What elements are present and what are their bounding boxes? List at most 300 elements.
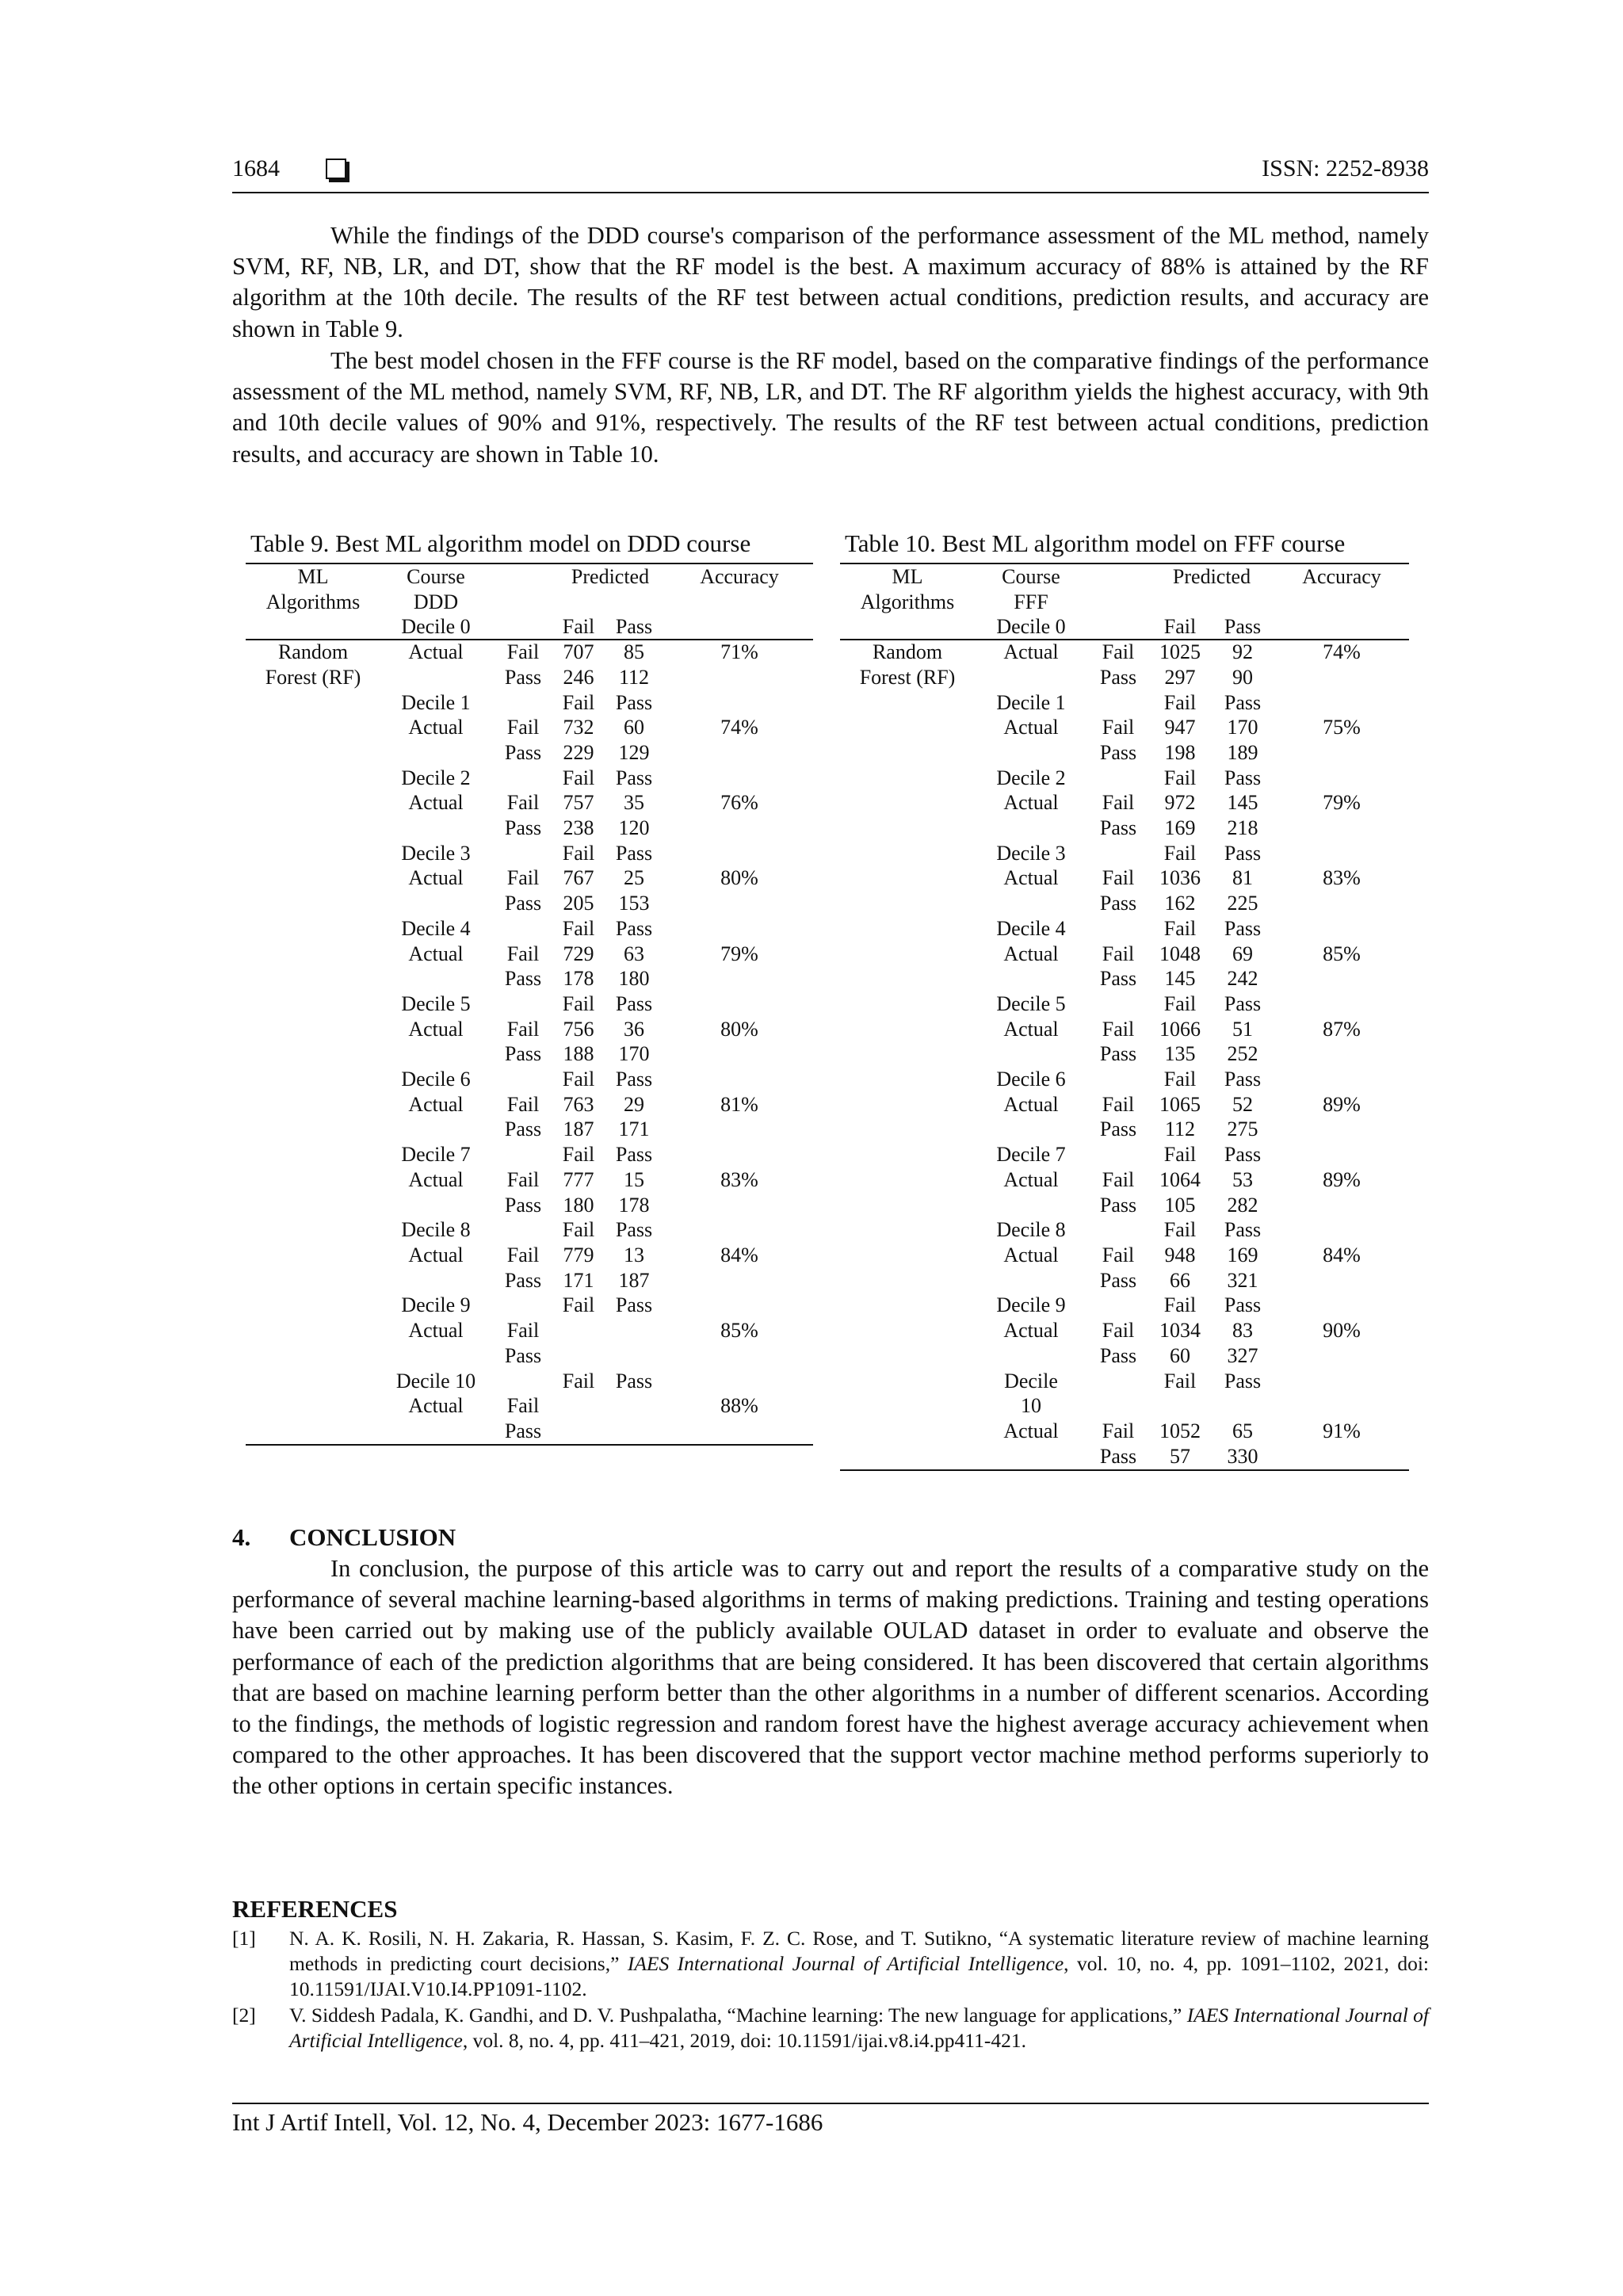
table-row (840, 1293, 1409, 1318)
table-cell: Pass (504, 1343, 542, 1367)
table-cell: Actual (408, 1017, 464, 1041)
table-cell: 180 (618, 967, 650, 991)
table-cell: Actual (1003, 1167, 1059, 1191)
table-cell: Fail (1102, 1243, 1135, 1266)
table-cell (1087, 1142, 1149, 1167)
table-cell: Pass (504, 1419, 542, 1442)
table-cell: 198 (1164, 740, 1196, 764)
table-cell: Decile 4 (996, 916, 1066, 940)
table-cell (840, 891, 975, 916)
table-cell (380, 966, 491, 991)
table-cell (246, 1318, 380, 1343)
reference-journal: IAES International Journal of Artificial Intelligence (289, 2004, 1429, 2052)
table-cell: Fail (562, 766, 595, 789)
table-cell (1274, 916, 1409, 942)
table-cell (1274, 816, 1409, 841)
table-cell: Forest (RF) (265, 665, 361, 689)
table-cell: 282 (1227, 1193, 1258, 1217)
table-cell: Fail (1102, 640, 1135, 664)
table-cell: Decile 0 (996, 615, 1066, 639)
table-cell (380, 1419, 491, 1444)
table-cell: ML (297, 565, 329, 588)
table-row (840, 1217, 1409, 1243)
body-paragraph-1 (232, 220, 1429, 345)
table-row (840, 942, 1409, 967)
table-row (840, 740, 1409, 766)
table-cell: Fail (1163, 1068, 1197, 1091)
table-cell (975, 1117, 1087, 1142)
table-cell: 707 (563, 640, 594, 664)
paragraph-text: The best model chosen in the FFF course is the RF model, based on the comparative findings of the performance assessment of the ML method, namely SVM, RF, NB, LR, and DT. The RF algorithm yields the highest accuracy, with 9th and 10th decile values of 90% and 91%, respectively. The results of the RF test between actual conditions, prediction results, and accuracy are shown in Table 10. (232, 347, 1429, 468)
table-cell (666, 1193, 813, 1218)
table-cell (246, 991, 380, 1017)
table-cell: 25 (624, 866, 644, 890)
table-cell (246, 1268, 380, 1293)
table-cell: Decile 4 (401, 916, 471, 940)
table-cell: Decile 1 (996, 690, 1066, 714)
table-cell: 178 (618, 1193, 650, 1217)
table-cell: Pass (1224, 1143, 1262, 1167)
table-cell (1087, 766, 1149, 791)
table-cell (380, 1268, 491, 1293)
table-cell (602, 1419, 666, 1444)
table-cell: Fail (562, 841, 595, 865)
table-row (246, 590, 813, 615)
paragraph-text: While the findings of the DDD course's comparison of the performance assessment of the ML method, namely SVM, RF, NB, LR, and DT, show that the RF model is the best. A maximum accuracy of 88% is attained by the RF algorithm at the 10th decile. The results of the RF test between actual conditions, prediction results, and accuracy are shown in Table 9. (232, 222, 1429, 342)
table-cell: Actual (408, 1394, 464, 1418)
table-cell: 229 (563, 740, 594, 764)
table-row (246, 665, 813, 690)
table-cell: Pass (504, 1117, 542, 1141)
table-cell (246, 816, 380, 841)
table-cell (380, 1193, 491, 1218)
table-row (840, 1193, 1409, 1218)
conclusion-heading (232, 1523, 456, 1552)
table-cell: Fail (1102, 1017, 1135, 1041)
table-cell: 169 (1227, 1243, 1258, 1266)
table-cell: 66 (1170, 1268, 1190, 1292)
table-row (840, 766, 1409, 791)
table-cell (246, 1167, 380, 1193)
table-cell: 112 (618, 665, 650, 689)
table-cell: Actual (1003, 866, 1059, 890)
table-cell: Pass (504, 1268, 542, 1292)
table-cell (666, 1041, 813, 1067)
table-cell: Actual (408, 1167, 464, 1191)
table-cell: 81 (1232, 866, 1253, 890)
footer-rule (232, 2103, 1429, 2104)
table-cell: 84% (720, 1243, 758, 1266)
table-cell: Predicted (571, 565, 650, 588)
table-cell: 79% (720, 942, 758, 965)
table-cell (1087, 1293, 1149, 1318)
table-cell: 80% (720, 1017, 758, 1041)
table-cell: Pass (1099, 1193, 1137, 1217)
table-cell: 238 (563, 816, 594, 840)
table-cell (840, 690, 975, 716)
table-cell: Random (277, 640, 349, 664)
table-cell: Fail (1102, 716, 1135, 739)
table-cell: Algorithms (860, 590, 955, 613)
table-cell (246, 790, 380, 816)
table-cell: Pass (1224, 690, 1262, 714)
table-cell (1274, 1142, 1409, 1167)
table-cell: Fail (506, 640, 540, 664)
table-cell (840, 865, 975, 891)
table-cell (840, 715, 975, 740)
table-cell: 112 (1164, 1117, 1196, 1141)
table-cell: 1036 (1159, 866, 1201, 890)
table-9-grid (246, 564, 813, 1444)
table-cell (666, 1268, 813, 1293)
table-cell: Pass (504, 967, 542, 991)
table-row (840, 1167, 1409, 1193)
table-cell (1274, 1343, 1409, 1369)
table-row (840, 1092, 1409, 1117)
table-cell (840, 1017, 975, 1042)
table-cell: 756 (563, 1017, 594, 1041)
header-rule (232, 192, 1429, 193)
table-cell (246, 966, 380, 991)
table-cell: 57 (1170, 1444, 1190, 1468)
table-cell (1087, 1067, 1149, 1092)
page-footer: Int J Artif Intell, Vol. 12, No. 4, December 2023: 1677-1686 (232, 2108, 823, 2136)
table-cell (380, 740, 491, 766)
table-row (246, 1268, 813, 1293)
table-cell (666, 740, 813, 766)
table-cell: Fail (562, 1218, 595, 1242)
table-row (246, 1217, 813, 1243)
table-cell: Decile 9 (996, 1293, 1066, 1317)
reference-item (232, 2003, 1429, 2053)
table-cell (1087, 841, 1149, 866)
table-cell (246, 1369, 380, 1394)
table-cell (1087, 690, 1149, 716)
table-cell: 135 (1164, 1042, 1196, 1066)
table-cell: Fail (506, 1167, 540, 1191)
table-cell: Decile 1 (401, 690, 471, 714)
table-cell: Fail (562, 690, 595, 714)
table-cell: Accuracy (700, 565, 779, 588)
table-cell (246, 1243, 380, 1268)
table-cell (246, 1041, 380, 1067)
table-cell (1274, 614, 1409, 640)
table-cell: 170 (1227, 716, 1258, 739)
table-cell: Fail (1163, 766, 1197, 789)
table-cell (491, 1142, 555, 1167)
table-cell (602, 1343, 666, 1369)
table-row (246, 942, 813, 967)
table-cell: Actual (1003, 1092, 1059, 1116)
table-cell: 60 (1170, 1343, 1190, 1367)
table-row (246, 1117, 813, 1142)
table-row (246, 816, 813, 841)
table-cell: Pass (1224, 766, 1262, 789)
table-cell: 729 (563, 942, 594, 965)
table-cell: 84% (1323, 1243, 1361, 1266)
table-cell (666, 1217, 813, 1243)
table-cell (840, 916, 975, 942)
table-cell (840, 1293, 975, 1318)
table-cell: Fail (506, 1319, 540, 1343)
table-cell (666, 766, 813, 791)
table-cell: Pass (1224, 991, 1262, 1015)
table-row (840, 1017, 1409, 1042)
table-cell (246, 740, 380, 766)
table-row (840, 1343, 1409, 1369)
table-cell: Pass (615, 615, 653, 639)
table-cell (1274, 966, 1409, 991)
table-cell: Decile 6 (401, 1068, 471, 1091)
table-row (840, 790, 1409, 816)
table-cell: 60 (624, 716, 644, 739)
table-cell: 35 (624, 791, 644, 815)
table-cell: 92 (1232, 640, 1253, 664)
table-cell: 187 (618, 1268, 650, 1292)
table-cell (1274, 1193, 1409, 1218)
table-row (246, 1293, 813, 1318)
table-cell (840, 766, 975, 791)
table-cell: Pass (1224, 916, 1262, 940)
table-row (840, 715, 1409, 740)
table-cell: Course (1002, 565, 1060, 588)
table-row (840, 1268, 1409, 1293)
table-cell (840, 1318, 975, 1343)
table-cell (666, 816, 813, 841)
table-row (246, 1243, 813, 1268)
table-cell (1087, 564, 1149, 590)
table-cell (840, 816, 975, 841)
table-cell (840, 1243, 975, 1268)
table-cell (840, 1369, 975, 1394)
section-title: REFERENCES (232, 1895, 398, 1923)
table-cell (840, 1117, 975, 1142)
table-row (840, 1067, 1409, 1092)
table-cell: Actual (1003, 942, 1059, 965)
table-cell (1274, 841, 1409, 866)
table-cell: Pass (615, 1369, 653, 1392)
table-cell: Decile 0 (401, 615, 471, 639)
table-cell: 767 (563, 866, 594, 890)
table-cell: Actual (408, 1319, 464, 1343)
table-cell: Pass (615, 841, 653, 865)
table-cell (1274, 1293, 1409, 1318)
table-cell: Actual (408, 1092, 464, 1116)
table-cell (491, 590, 555, 615)
table-cell (666, 1293, 813, 1318)
table-cell (491, 766, 555, 791)
table-cell: 71% (720, 640, 758, 664)
table-cell (246, 1092, 380, 1117)
table-cell: Actual (408, 640, 464, 664)
table-cell: 205 (563, 892, 594, 915)
table-cell: 947 (1164, 716, 1196, 739)
table-cell: Fail (506, 942, 540, 965)
table-row (840, 1117, 1409, 1142)
table-cell: Forest (RF) (859, 665, 956, 689)
reference-number: [2] (232, 2004, 256, 2027)
table-cell: Fail (506, 866, 540, 890)
table-cell: 10 (1021, 1394, 1041, 1418)
table-cell: 88% (720, 1394, 758, 1418)
table-cell (840, 790, 975, 816)
table-cell (380, 816, 491, 841)
table-cell: Decile 5 (996, 991, 1066, 1015)
table-cell: Fail (1102, 1419, 1135, 1442)
table-cell: 83 (1232, 1319, 1253, 1343)
table-row (246, 916, 813, 942)
table-cell: Decile 8 (401, 1218, 471, 1242)
table-row (246, 740, 813, 766)
table-cell: Fail (506, 1017, 540, 1041)
table-cell: 85 (624, 640, 644, 664)
table-row (840, 564, 1409, 590)
table-cell: 732 (563, 716, 594, 739)
table-cell (491, 991, 555, 1017)
table-cell (555, 1419, 602, 1444)
table-cell: 972 (1164, 791, 1196, 815)
table-cell: Decile 6 (996, 1068, 1066, 1091)
body-paragraph-2 (232, 346, 1429, 470)
table-cell (840, 1167, 975, 1193)
table-cell (666, 665, 813, 690)
table-cell (666, 1117, 813, 1142)
table-cell: 169 (1164, 816, 1196, 840)
table-cell (491, 1293, 555, 1318)
table-cell (380, 1117, 491, 1142)
table-cell: 153 (618, 892, 650, 915)
table-row (246, 991, 813, 1017)
table-cell: Accuracy (1302, 565, 1381, 588)
table-cell: Fail (1163, 615, 1197, 639)
table-cell (602, 1393, 666, 1419)
table-9-bottom-rule (246, 1444, 813, 1446)
table-cell: DDD (413, 590, 459, 613)
table-cell (380, 1041, 491, 1067)
table-cell: Fail (506, 1243, 540, 1266)
table-cell: Course (407, 565, 465, 588)
table-9-caption: Table 9. Best ML algorithm model on DDD course (250, 529, 751, 557)
table-cell: 83% (1323, 866, 1361, 890)
table-cell (491, 1217, 555, 1243)
table-cell (246, 1193, 380, 1218)
table-row (246, 1393, 813, 1419)
table-cell (491, 1369, 555, 1394)
table-cell: Fail (562, 916, 595, 940)
table-cell (840, 1393, 975, 1419)
table-cell: Fail (1163, 916, 1197, 940)
table-cell: Decile 3 (996, 841, 1066, 865)
table-9-body (246, 564, 813, 1444)
table-cell (1274, 1369, 1409, 1394)
table-cell (1087, 614, 1149, 640)
table-cell (555, 1393, 602, 1419)
table-cell (1274, 1067, 1409, 1092)
table-cell: Pass (504, 816, 542, 840)
table-cell: 225 (1227, 892, 1258, 915)
table-cell (602, 1318, 666, 1343)
table-cell (1274, 991, 1409, 1017)
table-cell (1087, 991, 1149, 1017)
table-cell: ML (892, 565, 923, 588)
table-cell: 53 (1232, 1167, 1253, 1191)
table-10-body (840, 564, 1409, 1469)
table-cell (1274, 1268, 1409, 1293)
table-cell (246, 1419, 380, 1444)
table-cell (840, 740, 975, 766)
table-cell: Fail (1102, 942, 1135, 965)
table-cell (666, 1419, 813, 1444)
table-row (840, 1041, 1409, 1067)
table-cell: Actual (408, 716, 464, 739)
table-cell (491, 614, 555, 640)
table-row (246, 1067, 813, 1092)
table-cell: 218 (1227, 816, 1258, 840)
table-cell: Decile 10 (395, 1369, 476, 1392)
table-cell (975, 740, 1087, 766)
table-cell (491, 841, 555, 866)
table-cell (840, 841, 975, 866)
table-cell: Pass (615, 690, 653, 714)
table-cell: 297 (1164, 665, 1196, 689)
table-row (246, 1419, 813, 1444)
table-row (246, 1142, 813, 1167)
table-cell: 187 (563, 1117, 594, 1141)
table-cell (1274, 1117, 1409, 1142)
table-cell: 275 (1227, 1117, 1258, 1141)
table-row (246, 1017, 813, 1042)
table-cell: Predicted (1172, 565, 1251, 588)
table-cell: FFF (1014, 590, 1048, 613)
table-cell (975, 891, 1087, 916)
table-cell (1211, 590, 1274, 615)
table-cell (840, 991, 975, 1017)
table-row (840, 891, 1409, 916)
table-cell: 105 (1164, 1193, 1196, 1217)
table-row (840, 966, 1409, 991)
table-cell (666, 916, 813, 942)
table-row (840, 916, 1409, 942)
table-cell: Pass (1099, 1268, 1137, 1292)
table-cell (1087, 590, 1149, 615)
table-cell (1211, 1393, 1274, 1419)
table-cell: Fail (1163, 1293, 1197, 1317)
references-heading (232, 1895, 397, 1924)
table-cell: Decile 5 (401, 991, 471, 1015)
table-cell: Actual (1003, 1017, 1059, 1041)
table-cell (1274, 1393, 1409, 1419)
table-cell: Pass (1099, 816, 1137, 840)
table-cell: Pass (1099, 1444, 1137, 1468)
table-cell: Pass (615, 916, 653, 940)
table-cell: Actual (408, 866, 464, 890)
table-cell: 777 (563, 1167, 594, 1191)
table-cell (246, 715, 380, 740)
table-cell: Pass (1224, 1369, 1262, 1392)
table-cell: 178 (563, 967, 594, 991)
page-number: 1684 (232, 155, 280, 181)
table-cell: 15 (624, 1167, 644, 1191)
table-cell: 145 (1164, 967, 1196, 991)
table-cell: 1052 (1159, 1419, 1201, 1442)
table-cell: 79% (1323, 791, 1361, 815)
table-cell (491, 1067, 555, 1092)
table-cell: 162 (1164, 892, 1196, 915)
table-cell: 246 (563, 665, 594, 689)
table-cell: 76% (720, 791, 758, 815)
table-cell (975, 1444, 1087, 1469)
table-cell: Pass (504, 740, 542, 764)
